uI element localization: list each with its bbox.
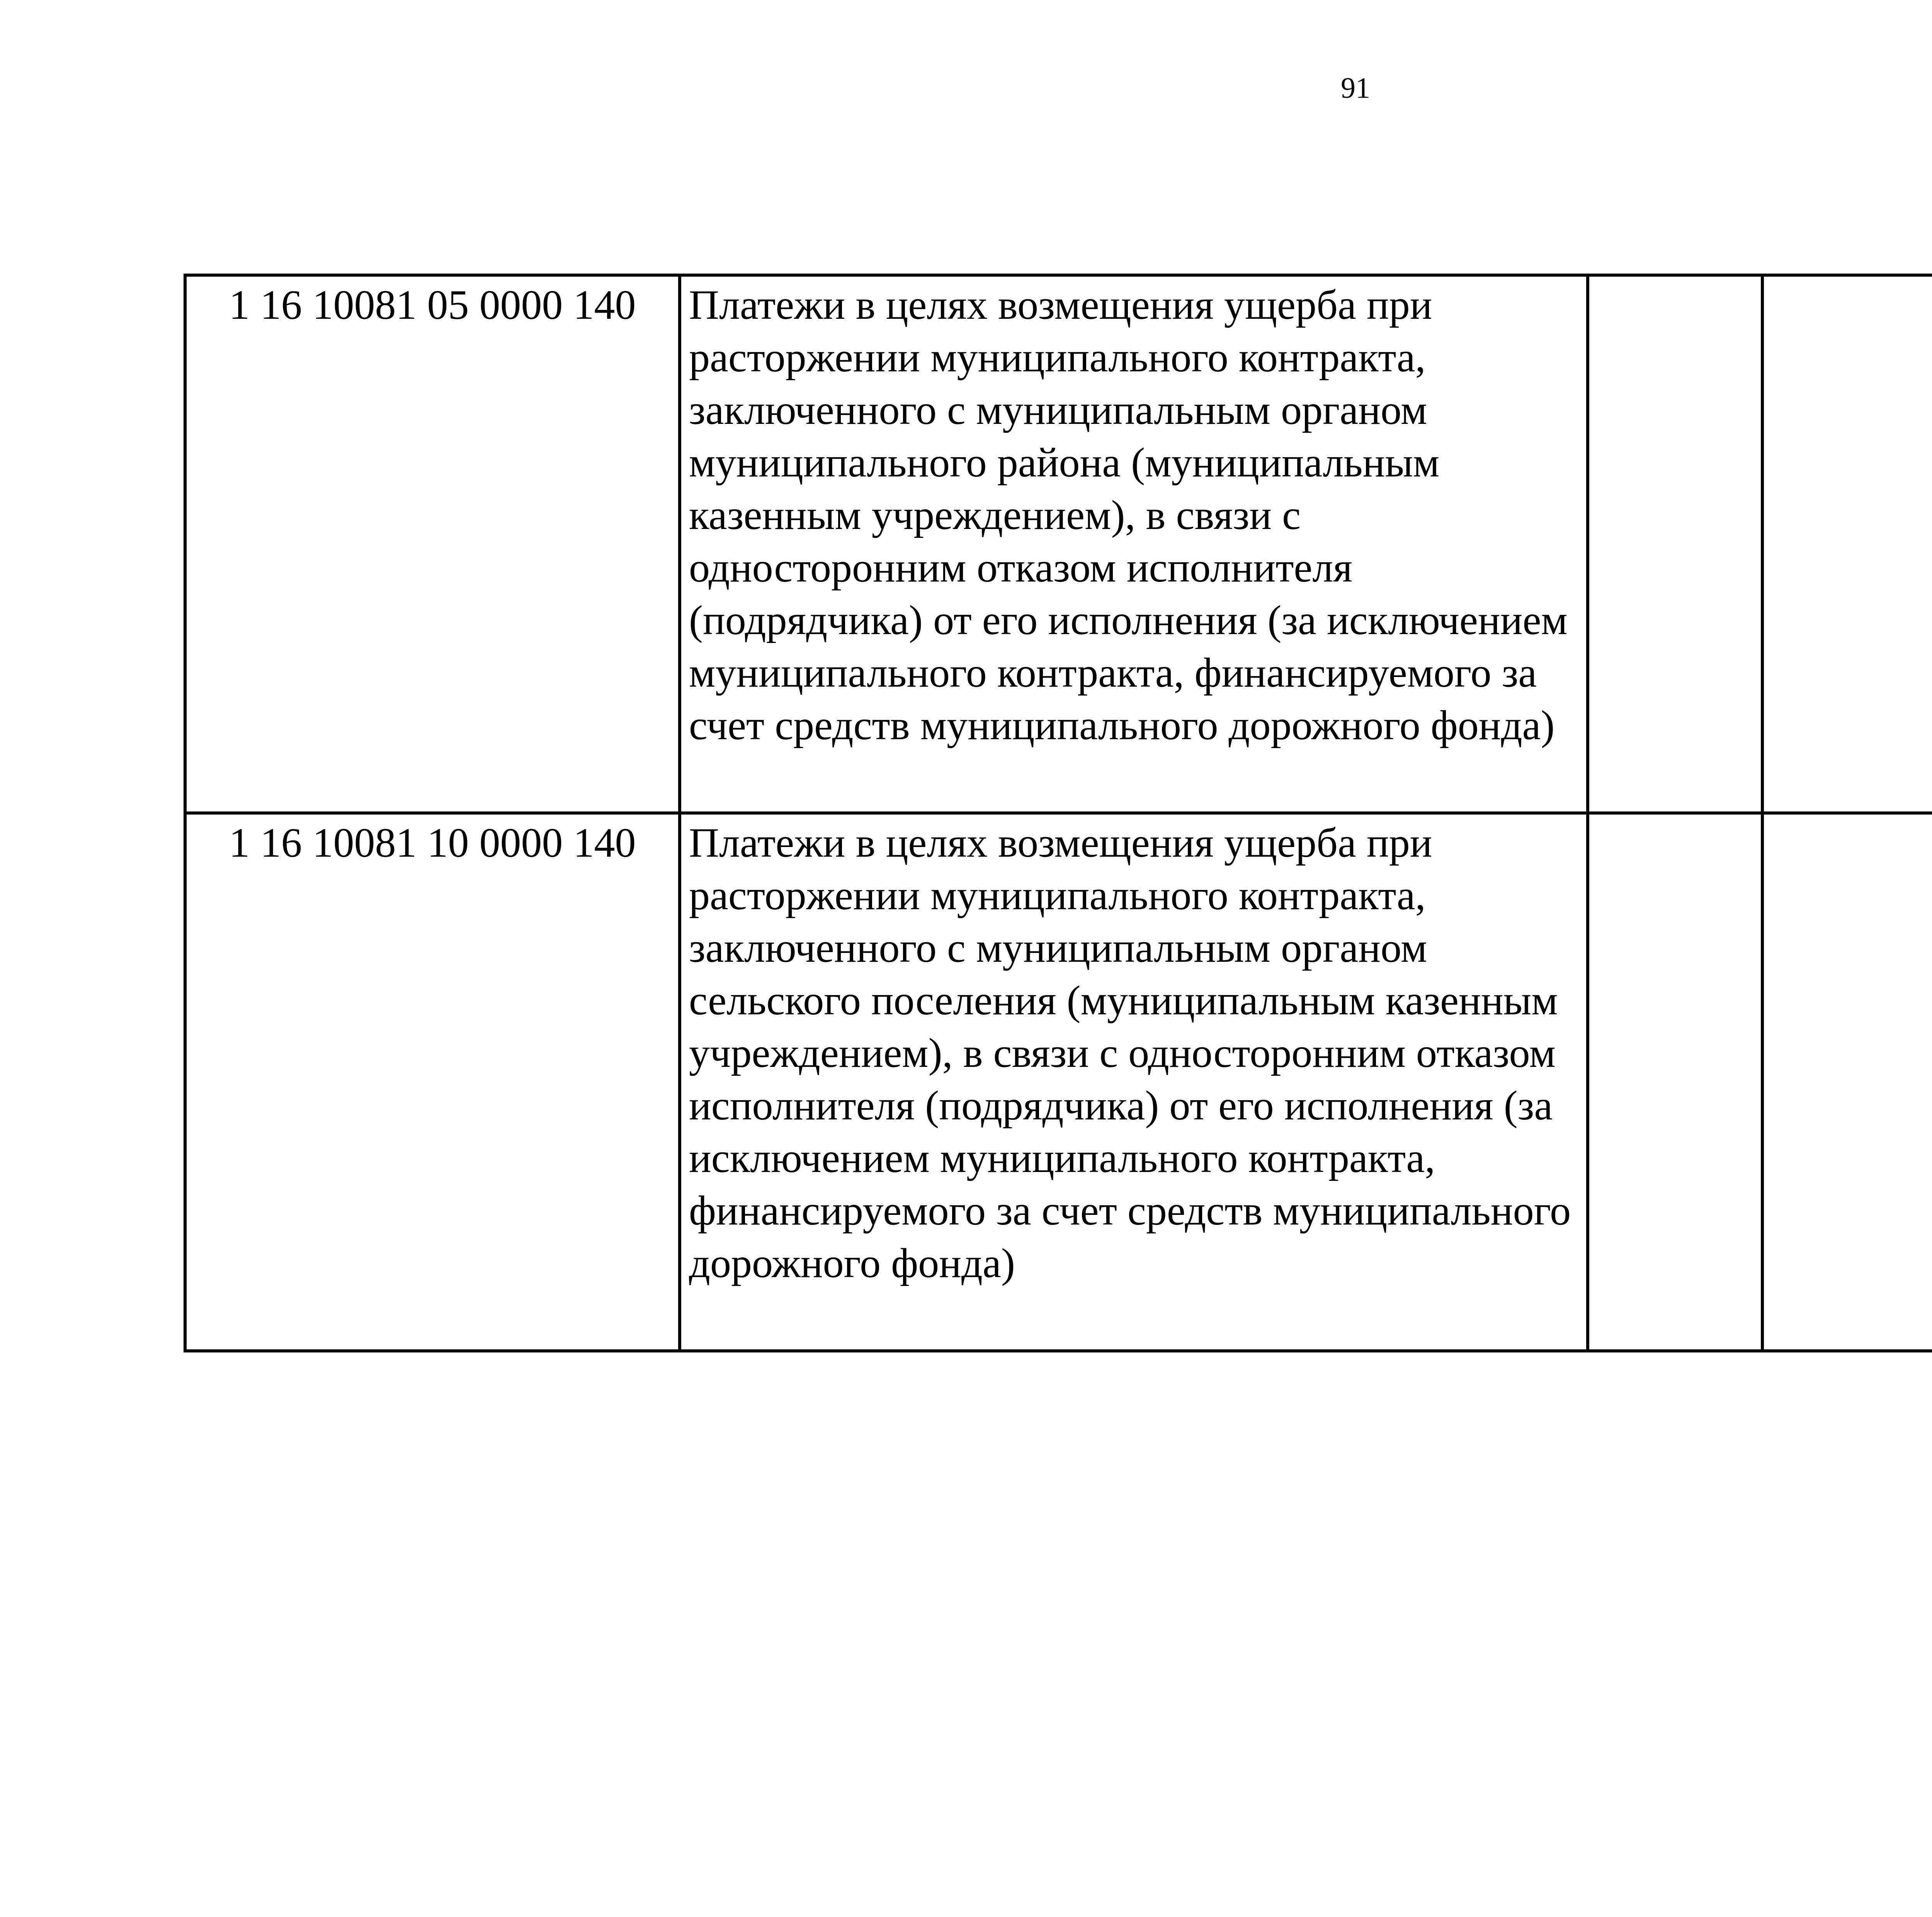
value-cell-col4 (1762, 275, 1932, 813)
value-cell-col4 (1762, 813, 1932, 1351)
page-number: 91 (1341, 72, 1370, 104)
table-row (185, 813, 1932, 1351)
value-cell-col3 (1588, 275, 1762, 813)
table-row (185, 275, 1932, 813)
budget-code-cell: 1 16 10081 10 0000 140 (185, 813, 680, 1351)
description-cell: Платежи в целях возмещения ущерба при расторжении муниципального контракта, заключенного с муниципальным органом муниципального района (муниципальным казенным учреждением), в связи с односторонним отказом исполнителя (подрядчика) от его исполнения (за исключением муниципального контракта, финансируемого за счет средств муниципального дорожного фонда) (680, 275, 1588, 813)
budget-code-cell: 1 16 10081 05 0000 140 (185, 275, 680, 813)
budget-table (184, 274, 1932, 1352)
value-cell-col3 (1588, 813, 1762, 1351)
description-cell: Платежи в целях возмещения ущерба при расторжении муниципального контракта, заключенного с муниципальным органом сельского поселения (муниципальным казенным учреждением), в связи с односторонним отказом исполнителя (подрядчика) от его исполнения (за исключением муниципального контракта, финансируемого за счет средств муниципального дорожного фонда) (680, 813, 1588, 1351)
